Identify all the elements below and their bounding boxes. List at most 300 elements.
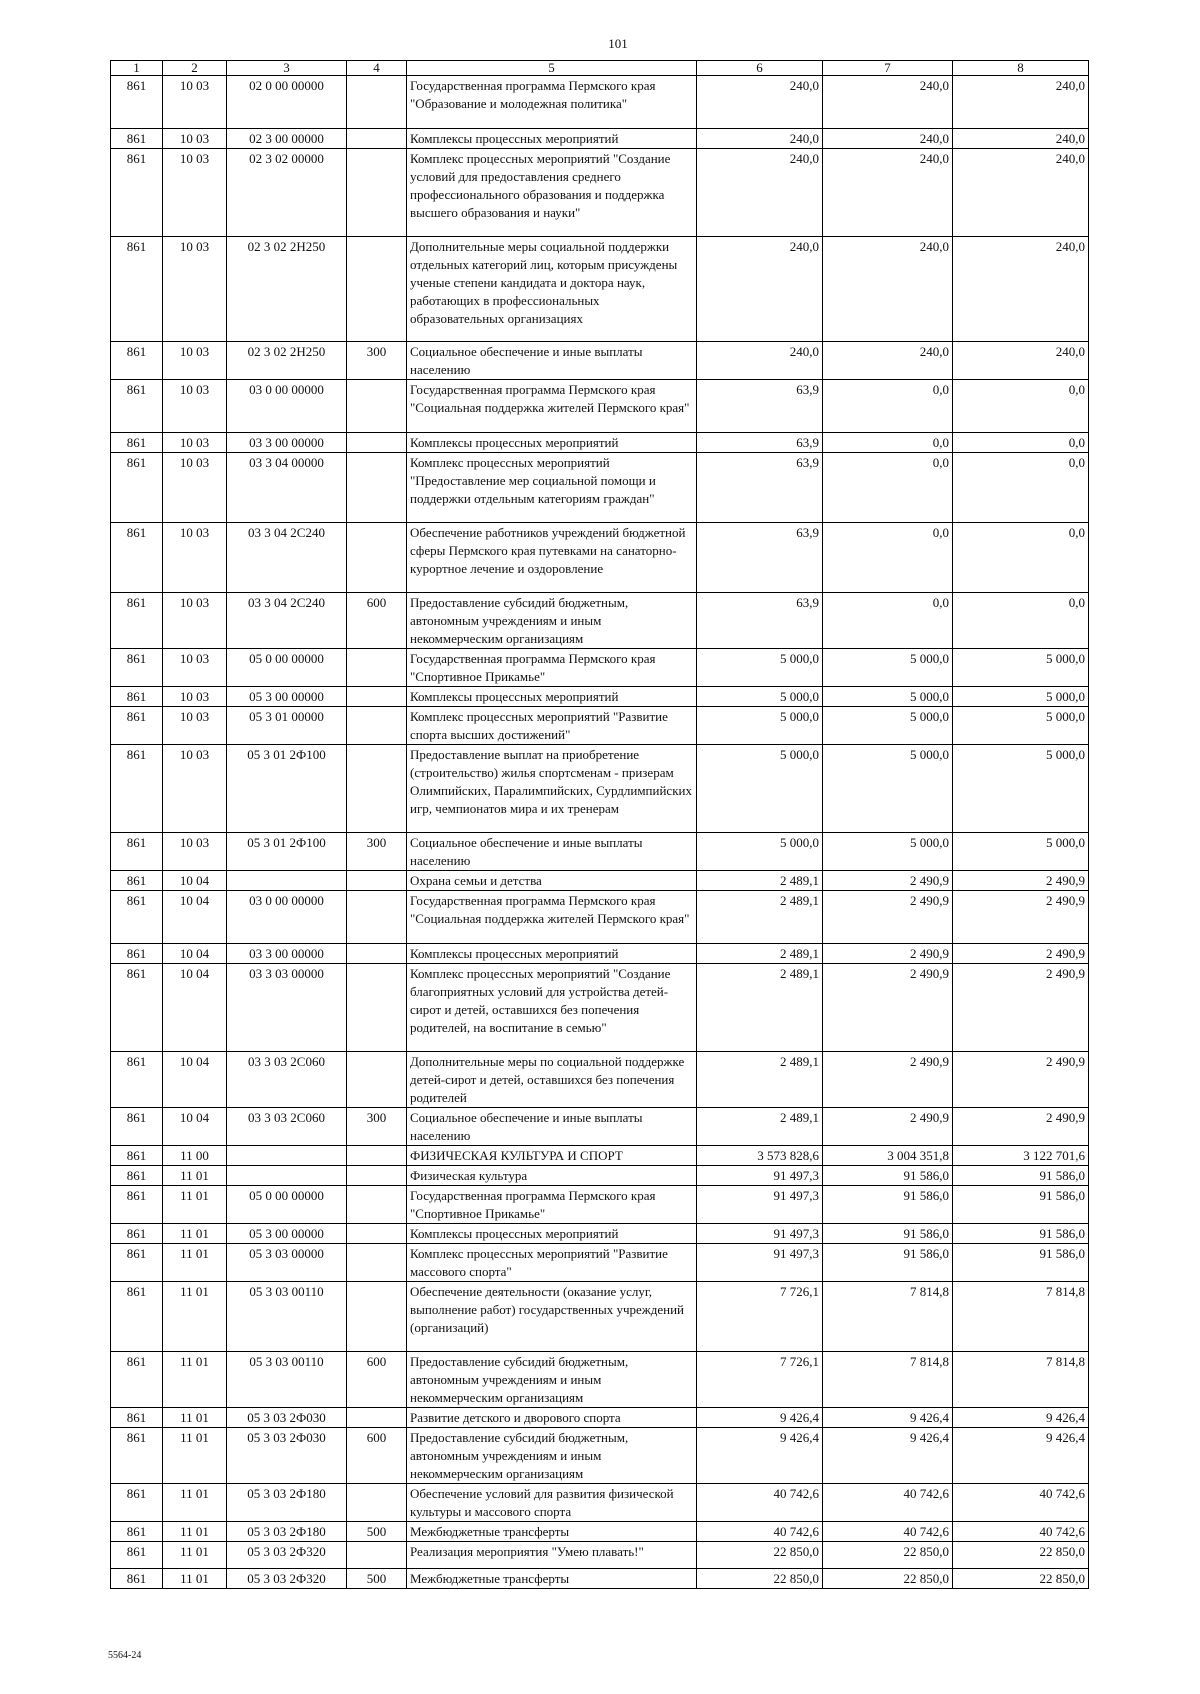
- cell-amount-year2: 0,0: [823, 593, 953, 649]
- cell-chapter: 861: [111, 1408, 163, 1428]
- cell-chapter: 861: [111, 891, 163, 944]
- cell-target-article: 05 3 03 2Ф030: [227, 1408, 347, 1428]
- cell-amount-year3: 5 000,0: [953, 687, 1089, 707]
- table-row: [111, 833, 1089, 871]
- cell-amount-year3: 91 586,0: [953, 1244, 1089, 1282]
- cell-expense-type: [347, 433, 407, 453]
- cell-chapter: 861: [111, 593, 163, 649]
- cell-expense-type: [347, 523, 407, 593]
- cell-target-article: 05 3 03 00110: [227, 1352, 347, 1408]
- cell-expense-type: [347, 891, 407, 944]
- cell-amount-year2: 240,0: [823, 237, 953, 342]
- cell-amount-year1: 5 000,0: [697, 707, 823, 745]
- cell-section: 10 03: [163, 833, 227, 871]
- cell-amount-year2: 22 850,0: [823, 1569, 953, 1589]
- table-row: [111, 149, 1089, 237]
- table-row: [111, 1542, 1089, 1569]
- cell-amount-year3: 0,0: [953, 593, 1089, 649]
- cell-section: 10 03: [163, 380, 227, 433]
- cell-section: 11 01: [163, 1542, 227, 1569]
- cell-target-article: 05 3 03 2Ф030: [227, 1428, 347, 1484]
- table-row: [111, 433, 1089, 453]
- cell-description: Межбюджетные трансферты: [407, 1569, 697, 1589]
- cell-amount-year3: 240,0: [953, 129, 1089, 149]
- table-row: [111, 1484, 1089, 1522]
- cell-description: Предоставление выплат на приобретение (строительство) жилья спортсменам - призерам Олимпийских, Паралимпийских, Сурдлимпийских игр, чемпионатов мира и их тренерам: [407, 745, 697, 833]
- cell-target-article: 05 3 03 2Ф180: [227, 1484, 347, 1522]
- cell-chapter: 861: [111, 944, 163, 964]
- cell-description: Комплекс процессных мероприятий "Создание условий для предоставления среднего профессионального образования и поддержка высшего образования и науки": [407, 149, 697, 237]
- cell-amount-year2: 0,0: [823, 523, 953, 593]
- cell-amount-year1: 22 850,0: [697, 1569, 823, 1589]
- table-row: [111, 1352, 1089, 1408]
- cell-section: 11 01: [163, 1224, 227, 1244]
- cell-amount-year2: 3 004 351,8: [823, 1146, 953, 1166]
- cell-amount-year2: 40 742,6: [823, 1484, 953, 1522]
- cell-expense-type: [347, 1186, 407, 1224]
- cell-description: Государственная программа Пермского края "Социальная поддержка жителей Пермского края": [407, 891, 697, 944]
- column-header: 4: [347, 61, 407, 76]
- page-number: 101: [608, 36, 628, 51]
- cell-description: Предоставление субсидий бюджетным, автономным учреждениям и иным некоммерческим организациям: [407, 1352, 697, 1408]
- cell-expense-type: [347, 149, 407, 237]
- cell-description: ФИЗИЧЕСКАЯ КУЛЬТУРА И СПОРТ: [407, 1146, 697, 1166]
- cell-description: Межбюджетные трансферты: [407, 1522, 697, 1542]
- cell-section: 10 03: [163, 76, 227, 129]
- cell-amount-year2: 240,0: [823, 342, 953, 380]
- cell-expense-type: [347, 1166, 407, 1186]
- cell-section: 10 03: [163, 149, 227, 237]
- cell-amount-year1: 5 000,0: [697, 833, 823, 871]
- cell-section: 11 00: [163, 1146, 227, 1166]
- table-row: [111, 871, 1089, 891]
- table-row: [111, 1108, 1089, 1146]
- cell-amount-year3: 240,0: [953, 237, 1089, 342]
- table-row: [111, 129, 1089, 149]
- cell-amount-year1: 2 489,1: [697, 964, 823, 1052]
- cell-amount-year1: 2 489,1: [697, 1108, 823, 1146]
- table-row: [111, 1186, 1089, 1224]
- cell-amount-year1: 5 000,0: [697, 687, 823, 707]
- cell-expense-type: [347, 1244, 407, 1282]
- cell-amount-year1: 91 497,3: [697, 1186, 823, 1224]
- table-row: [111, 523, 1089, 593]
- cell-expense-type: [347, 1542, 407, 1569]
- cell-amount-year1: 91 497,3: [697, 1166, 823, 1186]
- cell-expense-type: 300: [347, 1108, 407, 1146]
- cell-chapter: 861: [111, 745, 163, 833]
- cell-target-article: 03 3 03 2С060: [227, 1108, 347, 1146]
- cell-amount-year3: 5 000,0: [953, 745, 1089, 833]
- cell-amount-year1: 63,9: [697, 433, 823, 453]
- cell-amount-year3: 2 490,9: [953, 1108, 1089, 1146]
- cell-chapter: 861: [111, 1428, 163, 1484]
- cell-target-article: 05 3 01 2Ф100: [227, 745, 347, 833]
- cell-chapter: 861: [111, 1569, 163, 1589]
- cell-expense-type: [347, 1484, 407, 1522]
- cell-section: 11 01: [163, 1166, 227, 1186]
- column-header: 3: [227, 61, 347, 76]
- cell-expense-type: 300: [347, 342, 407, 380]
- table-row: [111, 593, 1089, 649]
- column-header: 2: [163, 61, 227, 76]
- cell-amount-year2: 91 586,0: [823, 1166, 953, 1186]
- cell-amount-year3: 0,0: [953, 433, 1089, 453]
- cell-chapter: 861: [111, 1166, 163, 1186]
- cell-target-article: 05 3 03 2Ф320: [227, 1569, 347, 1589]
- cell-section: 11 01: [163, 1282, 227, 1352]
- cell-amount-year2: 7 814,8: [823, 1352, 953, 1408]
- cell-amount-year2: 2 490,9: [823, 1052, 953, 1108]
- cell-chapter: 861: [111, 129, 163, 149]
- cell-amount-year1: 91 497,3: [697, 1244, 823, 1282]
- cell-expense-type: 500: [347, 1522, 407, 1542]
- budget-table: [110, 60, 1089, 1589]
- table-row: [111, 380, 1089, 433]
- cell-amount-year1: 240,0: [697, 342, 823, 380]
- cell-expense-type: 600: [347, 1428, 407, 1484]
- cell-amount-year2: 240,0: [823, 149, 953, 237]
- table-row: [111, 745, 1089, 833]
- cell-description: Обеспечение деятельности (оказание услуг, выполнение работ) государственных учреждений (организаций): [407, 1282, 697, 1352]
- cell-amount-year1: 2 489,1: [697, 944, 823, 964]
- table-row: [111, 1224, 1089, 1244]
- cell-chapter: 861: [111, 649, 163, 687]
- cell-description: Обеспечение условий для развития физической культуры и массового спорта: [407, 1484, 697, 1522]
- cell-section: 10 04: [163, 1052, 227, 1108]
- cell-amount-year1: 3 573 828,6: [697, 1146, 823, 1166]
- cell-expense-type: [347, 380, 407, 433]
- table-row: [111, 76, 1089, 129]
- cell-amount-year2: 40 742,6: [823, 1522, 953, 1542]
- cell-amount-year3: 0,0: [953, 453, 1089, 523]
- cell-amount-year3: 2 490,9: [953, 891, 1089, 944]
- cell-chapter: 861: [111, 1542, 163, 1569]
- cell-amount-year3: 91 586,0: [953, 1186, 1089, 1224]
- cell-chapter: 861: [111, 964, 163, 1052]
- cell-target-article: 05 3 01 00000: [227, 707, 347, 745]
- cell-amount-year1: 63,9: [697, 593, 823, 649]
- cell-amount-year1: 240,0: [697, 129, 823, 149]
- cell-expense-type: [347, 745, 407, 833]
- table-row: [111, 891, 1089, 944]
- cell-section: 10 03: [163, 129, 227, 149]
- cell-chapter: 861: [111, 1522, 163, 1542]
- cell-amount-year2: 2 490,9: [823, 944, 953, 964]
- cell-expense-type: [347, 237, 407, 342]
- cell-amount-year2: 2 490,9: [823, 964, 953, 1052]
- cell-amount-year2: 7 814,8: [823, 1282, 953, 1352]
- cell-amount-year3: 2 490,9: [953, 944, 1089, 964]
- cell-amount-year1: 63,9: [697, 453, 823, 523]
- table-row: [111, 1569, 1089, 1589]
- cell-amount-year3: 5 000,0: [953, 649, 1089, 687]
- cell-amount-year1: 240,0: [697, 237, 823, 342]
- cell-description: Комплекс процессных мероприятий "Предоставление мер социальной помощи и поддержки отдельным категориям граждан": [407, 453, 697, 523]
- cell-amount-year1: 63,9: [697, 380, 823, 433]
- cell-chapter: 861: [111, 76, 163, 129]
- cell-description: Обеспечение работников учреждений бюджетной сферы Пермского края путевками на санаторно-курортное лечение и оздоровление: [407, 523, 697, 593]
- column-header: 6: [697, 61, 823, 76]
- cell-description: Государственная программа Пермского края "Образование и молодежная политика": [407, 76, 697, 129]
- cell-target-article: 05 0 00 00000: [227, 1186, 347, 1224]
- table-row: [111, 964, 1089, 1052]
- cell-amount-year3: 240,0: [953, 342, 1089, 380]
- cell-section: 11 01: [163, 1522, 227, 1542]
- cell-chapter: 861: [111, 833, 163, 871]
- cell-amount-year2: 91 586,0: [823, 1224, 953, 1244]
- cell-description: Комплексы процессных мероприятий: [407, 944, 697, 964]
- cell-amount-year2: 0,0: [823, 453, 953, 523]
- cell-description: Комплексы процессных мероприятий: [407, 433, 697, 453]
- cell-amount-year3: 2 490,9: [953, 964, 1089, 1052]
- cell-expense-type: [347, 649, 407, 687]
- table-body: [111, 76, 1089, 1589]
- cell-section: 11 01: [163, 1352, 227, 1408]
- cell-section: 11 01: [163, 1484, 227, 1522]
- cell-description: Государственная программа Пермского края "Спортивное Прикамье": [407, 649, 697, 687]
- cell-amount-year1: 2 489,1: [697, 871, 823, 891]
- cell-amount-year1: 5 000,0: [697, 649, 823, 687]
- cell-section: 11 01: [163, 1244, 227, 1282]
- table-row: [111, 1522, 1089, 1542]
- cell-amount-year1: 40 742,6: [697, 1522, 823, 1542]
- column-header: 1: [111, 61, 163, 76]
- cell-section: 10 03: [163, 523, 227, 593]
- cell-amount-year2: 5 000,0: [823, 745, 953, 833]
- cell-expense-type: [347, 1052, 407, 1108]
- cell-amount-year3: 240,0: [953, 149, 1089, 237]
- cell-target-article: 05 3 03 2Ф180: [227, 1522, 347, 1542]
- cell-chapter: 861: [111, 523, 163, 593]
- cell-description: Социальное обеспечение и иные выплаты населению: [407, 342, 697, 380]
- cell-chapter: 861: [111, 1108, 163, 1146]
- cell-amount-year2: 91 586,0: [823, 1186, 953, 1224]
- cell-section: 10 03: [163, 649, 227, 687]
- cell-amount-year3: 7 814,8: [953, 1282, 1089, 1352]
- cell-section: 10 04: [163, 964, 227, 1052]
- table-row: [111, 453, 1089, 523]
- cell-amount-year3: 91 586,0: [953, 1166, 1089, 1186]
- cell-amount-year1: 240,0: [697, 149, 823, 237]
- cell-chapter: 861: [111, 149, 163, 237]
- cell-chapter: 861: [111, 1352, 163, 1408]
- cell-amount-year3: 0,0: [953, 523, 1089, 593]
- cell-expense-type: 600: [347, 593, 407, 649]
- cell-target-article: 02 3 02 2Н250: [227, 237, 347, 342]
- cell-amount-year1: 22 850,0: [697, 1542, 823, 1569]
- cell-expense-type: 600: [347, 1352, 407, 1408]
- cell-target-article: 05 3 01 2Ф100: [227, 833, 347, 871]
- cell-expense-type: [347, 944, 407, 964]
- cell-target-article: 02 0 00 00000: [227, 76, 347, 129]
- column-header: 5: [407, 61, 697, 76]
- table-row: [111, 342, 1089, 380]
- cell-section: 10 03: [163, 687, 227, 707]
- cell-amount-year3: 9 426,4: [953, 1408, 1089, 1428]
- cell-amount-year2: 2 490,9: [823, 1108, 953, 1146]
- cell-target-article: 03 3 03 2С060: [227, 1052, 347, 1108]
- cell-chapter: 861: [111, 237, 163, 342]
- cell-target-article: 03 3 04 2С240: [227, 593, 347, 649]
- table-row: [111, 237, 1089, 342]
- cell-description: Комплексы процессных мероприятий: [407, 129, 697, 149]
- cell-expense-type: [347, 707, 407, 745]
- cell-section: 10 04: [163, 891, 227, 944]
- cell-section: 11 01: [163, 1569, 227, 1589]
- cell-description: Реализация мероприятия "Умею плавать!": [407, 1542, 697, 1569]
- cell-description: Физическая культура: [407, 1166, 697, 1186]
- cell-target-article: 02 3 02 00000: [227, 149, 347, 237]
- cell-amount-year3: 0,0: [953, 380, 1089, 433]
- cell-expense-type: [347, 1224, 407, 1244]
- cell-description: Охрана семьи и детства: [407, 871, 697, 891]
- cell-expense-type: [347, 453, 407, 523]
- cell-amount-year2: 9 426,4: [823, 1408, 953, 1428]
- cell-expense-type: [347, 1146, 407, 1166]
- cell-section: 10 03: [163, 593, 227, 649]
- table-row: [111, 1146, 1089, 1166]
- cell-target-article: [227, 871, 347, 891]
- cell-target-article: 05 3 03 2Ф320: [227, 1542, 347, 1569]
- cell-section: 10 04: [163, 1108, 227, 1146]
- cell-section: 10 03: [163, 453, 227, 523]
- column-header: 8: [953, 61, 1089, 76]
- cell-amount-year2: 0,0: [823, 380, 953, 433]
- cell-amount-year1: 40 742,6: [697, 1484, 823, 1522]
- cell-section: 10 03: [163, 433, 227, 453]
- cell-amount-year1: 91 497,3: [697, 1224, 823, 1244]
- cell-description: Социальное обеспечение и иные выплаты населению: [407, 833, 697, 871]
- cell-target-article: 05 3 00 00000: [227, 1224, 347, 1244]
- cell-section: 10 03: [163, 745, 227, 833]
- table-row: [111, 649, 1089, 687]
- table-row: [111, 1244, 1089, 1282]
- cell-section: 11 01: [163, 1428, 227, 1484]
- cell-description: Комплекс процессных мероприятий "Развитие спорта высших достижений": [407, 707, 697, 745]
- cell-description: Комплексы процессных мероприятий: [407, 1224, 697, 1244]
- cell-description: Дополнительные меры по социальной поддержке детей-сирот и детей, оставшихся без попечения родителей: [407, 1052, 697, 1108]
- cell-amount-year3: 5 000,0: [953, 707, 1089, 745]
- cell-amount-year3: 3 122 701,6: [953, 1146, 1089, 1166]
- cell-chapter: 861: [111, 1484, 163, 1522]
- cell-expense-type: [347, 1408, 407, 1428]
- cell-expense-type: [347, 1282, 407, 1352]
- cell-amount-year1: 9 426,4: [697, 1428, 823, 1484]
- table-row: [111, 707, 1089, 745]
- cell-amount-year2: 240,0: [823, 76, 953, 129]
- cell-description: Государственная программа Пермского края "Социальная поддержка жителей Пермского края": [407, 380, 697, 433]
- cell-target-article: 02 3 02 2Н250: [227, 342, 347, 380]
- cell-section: 10 03: [163, 707, 227, 745]
- cell-target-article: [227, 1166, 347, 1186]
- cell-amount-year1: 2 489,1: [697, 891, 823, 944]
- cell-chapter: 861: [111, 1282, 163, 1352]
- cell-target-article: 05 0 00 00000: [227, 649, 347, 687]
- cell-amount-year1: 63,9: [697, 523, 823, 593]
- cell-expense-type: [347, 687, 407, 707]
- cell-amount-year2: 0,0: [823, 433, 953, 453]
- table-row: [111, 1408, 1089, 1428]
- document-code: 5564-24: [108, 1650, 142, 1661]
- cell-amount-year2: 2 490,9: [823, 871, 953, 891]
- cell-target-article: 03 0 00 00000: [227, 891, 347, 944]
- table-row: [111, 944, 1089, 964]
- cell-chapter: 861: [111, 342, 163, 380]
- column-header: 7: [823, 61, 953, 76]
- cell-amount-year3: 7 814,8: [953, 1352, 1089, 1408]
- cell-amount-year1: 7 726,1: [697, 1282, 823, 1352]
- cell-description: Социальное обеспечение и иные выплаты населению: [407, 1108, 697, 1146]
- cell-target-article: 03 3 00 00000: [227, 944, 347, 964]
- cell-expense-type: [347, 871, 407, 891]
- cell-expense-type: [347, 129, 407, 149]
- cell-section: 10 03: [163, 342, 227, 380]
- cell-chapter: 861: [111, 871, 163, 891]
- cell-expense-type: 300: [347, 833, 407, 871]
- cell-description: Государственная программа Пермского края "Спортивное Прикамье": [407, 1186, 697, 1224]
- cell-amount-year2: 9 426,4: [823, 1428, 953, 1484]
- cell-amount-year3: 91 586,0: [953, 1224, 1089, 1244]
- cell-target-article: 03 3 04 2С240: [227, 523, 347, 593]
- cell-amount-year2: 5 000,0: [823, 687, 953, 707]
- cell-description: Комплекс процессных мероприятий "Развитие массового спорта": [407, 1244, 697, 1282]
- cell-amount-year2: 2 490,9: [823, 891, 953, 944]
- cell-target-article: 02 3 00 00000: [227, 129, 347, 149]
- cell-amount-year3: 2 490,9: [953, 871, 1089, 891]
- cell-target-article: 03 3 04 00000: [227, 453, 347, 523]
- table-row: [111, 1052, 1089, 1108]
- cell-target-article: 03 3 00 00000: [227, 433, 347, 453]
- cell-amount-year2: 5 000,0: [823, 707, 953, 745]
- cell-target-article: 05 3 03 00000: [227, 1244, 347, 1282]
- cell-amount-year1: 2 489,1: [697, 1052, 823, 1108]
- cell-amount-year3: 9 426,4: [953, 1428, 1089, 1484]
- cell-target-article: [227, 1146, 347, 1166]
- cell-section: 10 03: [163, 237, 227, 342]
- cell-chapter: 861: [111, 687, 163, 707]
- cell-amount-year3: 22 850,0: [953, 1569, 1089, 1589]
- cell-amount-year2: 91 586,0: [823, 1244, 953, 1282]
- cell-chapter: 861: [111, 1052, 163, 1108]
- cell-chapter: 861: [111, 1224, 163, 1244]
- table-row: [111, 1282, 1089, 1352]
- cell-chapter: 861: [111, 1186, 163, 1224]
- cell-amount-year3: 2 490,9: [953, 1052, 1089, 1108]
- cell-expense-type: [347, 964, 407, 1052]
- cell-amount-year3: 40 742,6: [953, 1522, 1089, 1542]
- cell-chapter: 861: [111, 1244, 163, 1282]
- cell-amount-year1: 5 000,0: [697, 745, 823, 833]
- cell-amount-year2: 5 000,0: [823, 833, 953, 871]
- cell-amount-year1: 240,0: [697, 76, 823, 129]
- cell-target-article: 05 3 03 00110: [227, 1282, 347, 1352]
- cell-amount-year3: 5 000,0: [953, 833, 1089, 871]
- cell-chapter: 861: [111, 1146, 163, 1166]
- cell-amount-year1: 9 426,4: [697, 1408, 823, 1428]
- cell-description: Развитие детского и дворового спорта: [407, 1408, 697, 1428]
- cell-section: 10 04: [163, 871, 227, 891]
- cell-amount-year1: 7 726,1: [697, 1352, 823, 1408]
- cell-chapter: 861: [111, 380, 163, 433]
- header-row: [111, 61, 1089, 76]
- cell-description: Комплексы процессных мероприятий: [407, 687, 697, 707]
- cell-expense-type: [347, 76, 407, 129]
- cell-section: 11 01: [163, 1408, 227, 1428]
- table-row: [111, 687, 1089, 707]
- cell-target-article: 05 3 00 00000: [227, 687, 347, 707]
- cell-expense-type: 500: [347, 1569, 407, 1589]
